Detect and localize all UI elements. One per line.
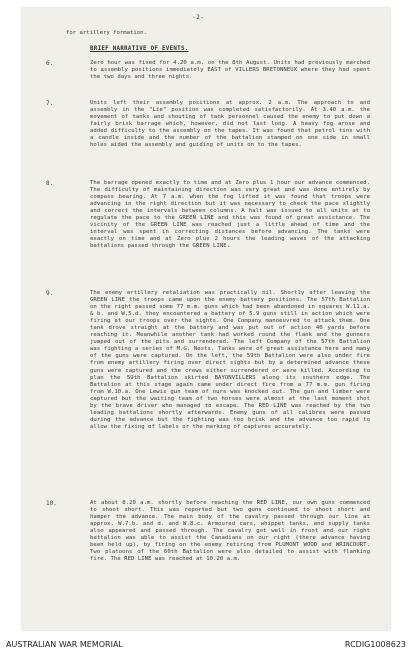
paragraph-number: 7.	[46, 100, 54, 107]
paragraph-number: 6.	[46, 60, 54, 67]
section-heading: BRIEF NARRATIVE OF EVENTS.	[90, 46, 189, 52]
paragraph-8: The barrage opened exactly to time and at Zero plus 1 hour our advance commenced. The difficulty of maintaining direction was very great and was done entirely by compass bearing. At 7 a.m. when the fog lifted it was found that troops were advancing in the right direction but it was necessary to check the pace slightly and correct the intervals between columns. A halt was issued to all units at to regulate the pace to the GREEN LINE and this was found of great assistance. The vicinity of the GREEN LINE was reached just a little ahead of time and the interval was spent in correcting distances before advancing. The tanks were exactly on time and at Zero plus 2 hours the leading waves of the attacking battalions passed through the GREEN LINE.	[90, 180, 370, 250]
paragraph-number: 8.	[46, 180, 54, 187]
intro-line: for artillery formation.	[66, 30, 147, 36]
paragraph-6: Zero hour was fixed for 4.20 a.m. on the 8th August. Units had previously marched to assembly positions immediately EAST of VILLERS BRETONNEUX where they had spent the two days and three nights.	[90, 60, 370, 81]
page-number: -2-	[192, 14, 205, 21]
paragraph-10: At about 8.20 a.m. shortly before reaching the RED LINE, our own guns commenced to shoot short. This was reported but two guns continued to shoot short and hamper the advance. The main body of the cavalry passed through our line at approx. W.7.b. and d. and W.8.c. Armoured cars, whippet tanks, and supply tanks also appeared and passed through. The cavalry got well in front and our right battalion was able to assist the Canadians on our right (there advance having been held up), by firing on the enemy retiring from PLUMONT WOOD and WRINCOURT. Two platoons of the 60th Battalion were also detailed to assist with flanking fire. The RED LINE was reached at 10.20 a.m.	[90, 500, 370, 563]
paragraph-number: 9.	[46, 290, 54, 297]
footer-bar	[0, 636, 412, 654]
source-label: AUSTRALIAN WAR MEMORIAL	[6, 640, 123, 649]
paragraph-7: Units left their assembly positions at approx. 2 a.m. The approach to and assembly in the "Lie" position was completed satisfactorily. At 3.40 a.m. the movement of tanks and shouting of tank personnel caused the enemy to put down a fairly brisk barrage which, however, did not last long. A heavy fog arose and added difficulty to the assembly on the tapes. It was found that petrol tins with a candle inside and the number of the battalion stamped on one side in small holes aided the assembly and guiding of units on to the tapes.	[90, 100, 370, 149]
paragraph-number: 10.	[46, 500, 57, 507]
reference-label: RCDIG1008623	[344, 640, 406, 649]
paragraph-9: The enemy artillery retaliation was practically nil. Shortly after leaving the GREEN LINE the troops came upon the enemy battery positions. The 57th Battalion on the right passed some 77 m.m. guns which had been abandoned in squares W.11.a. & b. and W.5.d. they encountered a battery of 5.9 guns still in action which were firing at our troops over the sights. One Company manoeuvred to attack them. One tank drove straight at the battery and was put out of action 40 yards before reaching it. Meanwhile another tank had worked round the flank and the gunners jumped out of the pits and surrendered. The left Company of the 57th Battalion was fighting a series of M.G. Nests. Tanks were of great assistance here and many of the guns were captured. On the left, the 59th Battalion were also under fire from enemy artillery firing over direct sights but by a determined advance these guns were captured and the crews either surrendered or were killed. According to plan the 59th Battalion skirted BAYONVILLERS along its southern edge. The Battalion at this stage again came under direct fire from a 77 m.m. gun firing from W.10.a. One Lewis gun team of ours was knocked out. The gun and limber were captured but the waiting team of two horses were almost at the last moment shot by the brave driver who managed to escape. The RED LINE was reached by the two leading battalions shortly afterwards. Enemy guns of all calibres were passed during the advance but the fighting was too brisk and the advance too rapid to allow the fixing of labels or the marking of captures accurately.	[90, 290, 370, 430]
